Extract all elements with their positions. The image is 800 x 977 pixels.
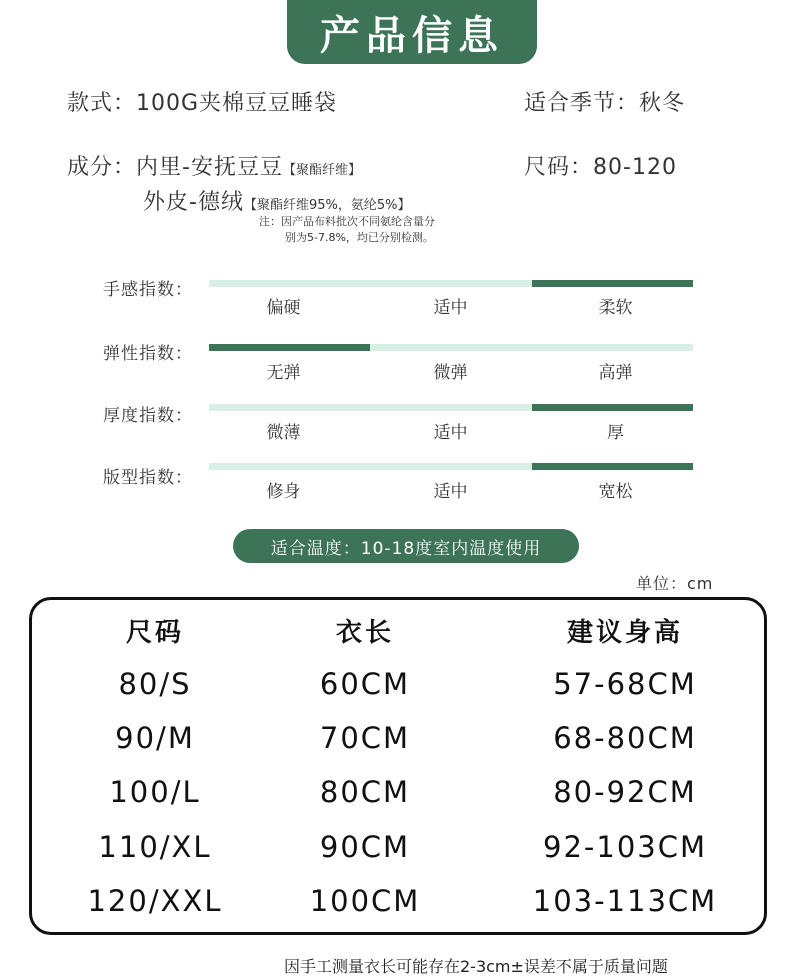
note-line-1: 注：因产品布料批次不同氨纶含量分 (259, 215, 435, 228)
index-option: 柔软 (598, 298, 633, 318)
temperature-badge: 适合温度：10-18度室内温度使用 (233, 529, 579, 563)
table-header: 尺码 (125, 618, 184, 648)
index-label-thickness: 厚度指数： (103, 406, 193, 426)
index-label-elasticity: 弹性指数： (103, 344, 193, 364)
table-cell: 70CM (319, 721, 411, 755)
index-seg (209, 404, 370, 411)
material-label: 成分： (67, 155, 137, 180)
table-cell: 80/S (118, 667, 192, 701)
index-seg (209, 344, 370, 351)
index-seg (532, 463, 693, 470)
size-info (524, 150, 677, 181)
size-value: 80-120 (593, 155, 677, 180)
index-bar-thickness (209, 404, 693, 411)
style-info (67, 86, 337, 117)
footer-note: 因手工测量衣长可能存在2-3cm±误差不属于质量问题 (284, 957, 668, 976)
table-cell: 100/L (109, 775, 201, 809)
index-option: 厚 (607, 423, 624, 443)
index-seg (532, 344, 693, 351)
index-option: 宽松 (598, 482, 633, 502)
note-line-2: 别为5-7.8%，均已分别检测。 (285, 231, 434, 244)
table-cell: 90/M (115, 721, 195, 755)
index-option: 修身 (266, 482, 301, 502)
table-cell: 80-92CM (553, 775, 697, 809)
table-cell: 120/XXL (87, 884, 223, 918)
inner-material: 内里-安抚豆豆 (136, 155, 283, 180)
material-outer (143, 185, 410, 216)
index-option: 偏硬 (266, 298, 301, 318)
index-option: 适中 (433, 298, 468, 318)
index-option: 高弹 (598, 363, 633, 383)
size-label: 尺码： (524, 155, 594, 180)
style-value: 100G夹棉豆豆睡袋 (136, 91, 338, 116)
index-bar-fit (209, 463, 693, 470)
inner-detail: 【聚酯纤维】 (282, 163, 361, 178)
season-value: 秋冬 (639, 91, 686, 116)
table-cell: 57-68CM (553, 667, 697, 701)
index-seg (370, 344, 531, 351)
season-info (524, 86, 685, 117)
index-seg (370, 404, 531, 411)
table-cell: 80CM (319, 775, 411, 809)
index-bar-feel (209, 280, 693, 287)
index-seg (532, 404, 693, 411)
table-cell: 92-103CM (543, 830, 707, 864)
index-label-fit: 版型指数： (103, 468, 193, 488)
season-label: 适合季节： (524, 91, 640, 116)
outer-detail: 【聚酯纤维95%，氨纶5%】 (243, 198, 411, 213)
table-cell: 110/XL (98, 830, 212, 864)
material-note (259, 214, 435, 246)
index-seg (370, 280, 531, 287)
index-seg (532, 280, 693, 287)
index-option: 无弹 (266, 363, 301, 383)
table-header: 建议身高 (566, 618, 683, 648)
table-header: 衣长 (335, 618, 394, 648)
index-bar-elasticity (209, 344, 693, 351)
outer-material: 外皮-德绒 (143, 190, 244, 215)
material-inner (67, 150, 361, 181)
table-cell: 100CM (309, 884, 421, 918)
style-label: 款式： (67, 91, 137, 116)
table-cell: 60CM (319, 667, 411, 701)
unit-label: 单位：cm (636, 574, 714, 593)
index-option: 适中 (433, 423, 468, 443)
page-title: 产品信息 (287, 0, 537, 64)
table-cell: 68-80CM (553, 721, 697, 755)
index-option: 适中 (433, 482, 468, 502)
index-seg (370, 463, 531, 470)
index-label-feel: 手感指数： (103, 280, 193, 300)
index-seg (209, 280, 370, 287)
table-cell: 90CM (319, 830, 411, 864)
index-seg (209, 463, 370, 470)
index-option: 微弹 (433, 363, 468, 383)
index-option: 微薄 (266, 423, 301, 443)
table-cell: 103-113CM (532, 884, 718, 918)
